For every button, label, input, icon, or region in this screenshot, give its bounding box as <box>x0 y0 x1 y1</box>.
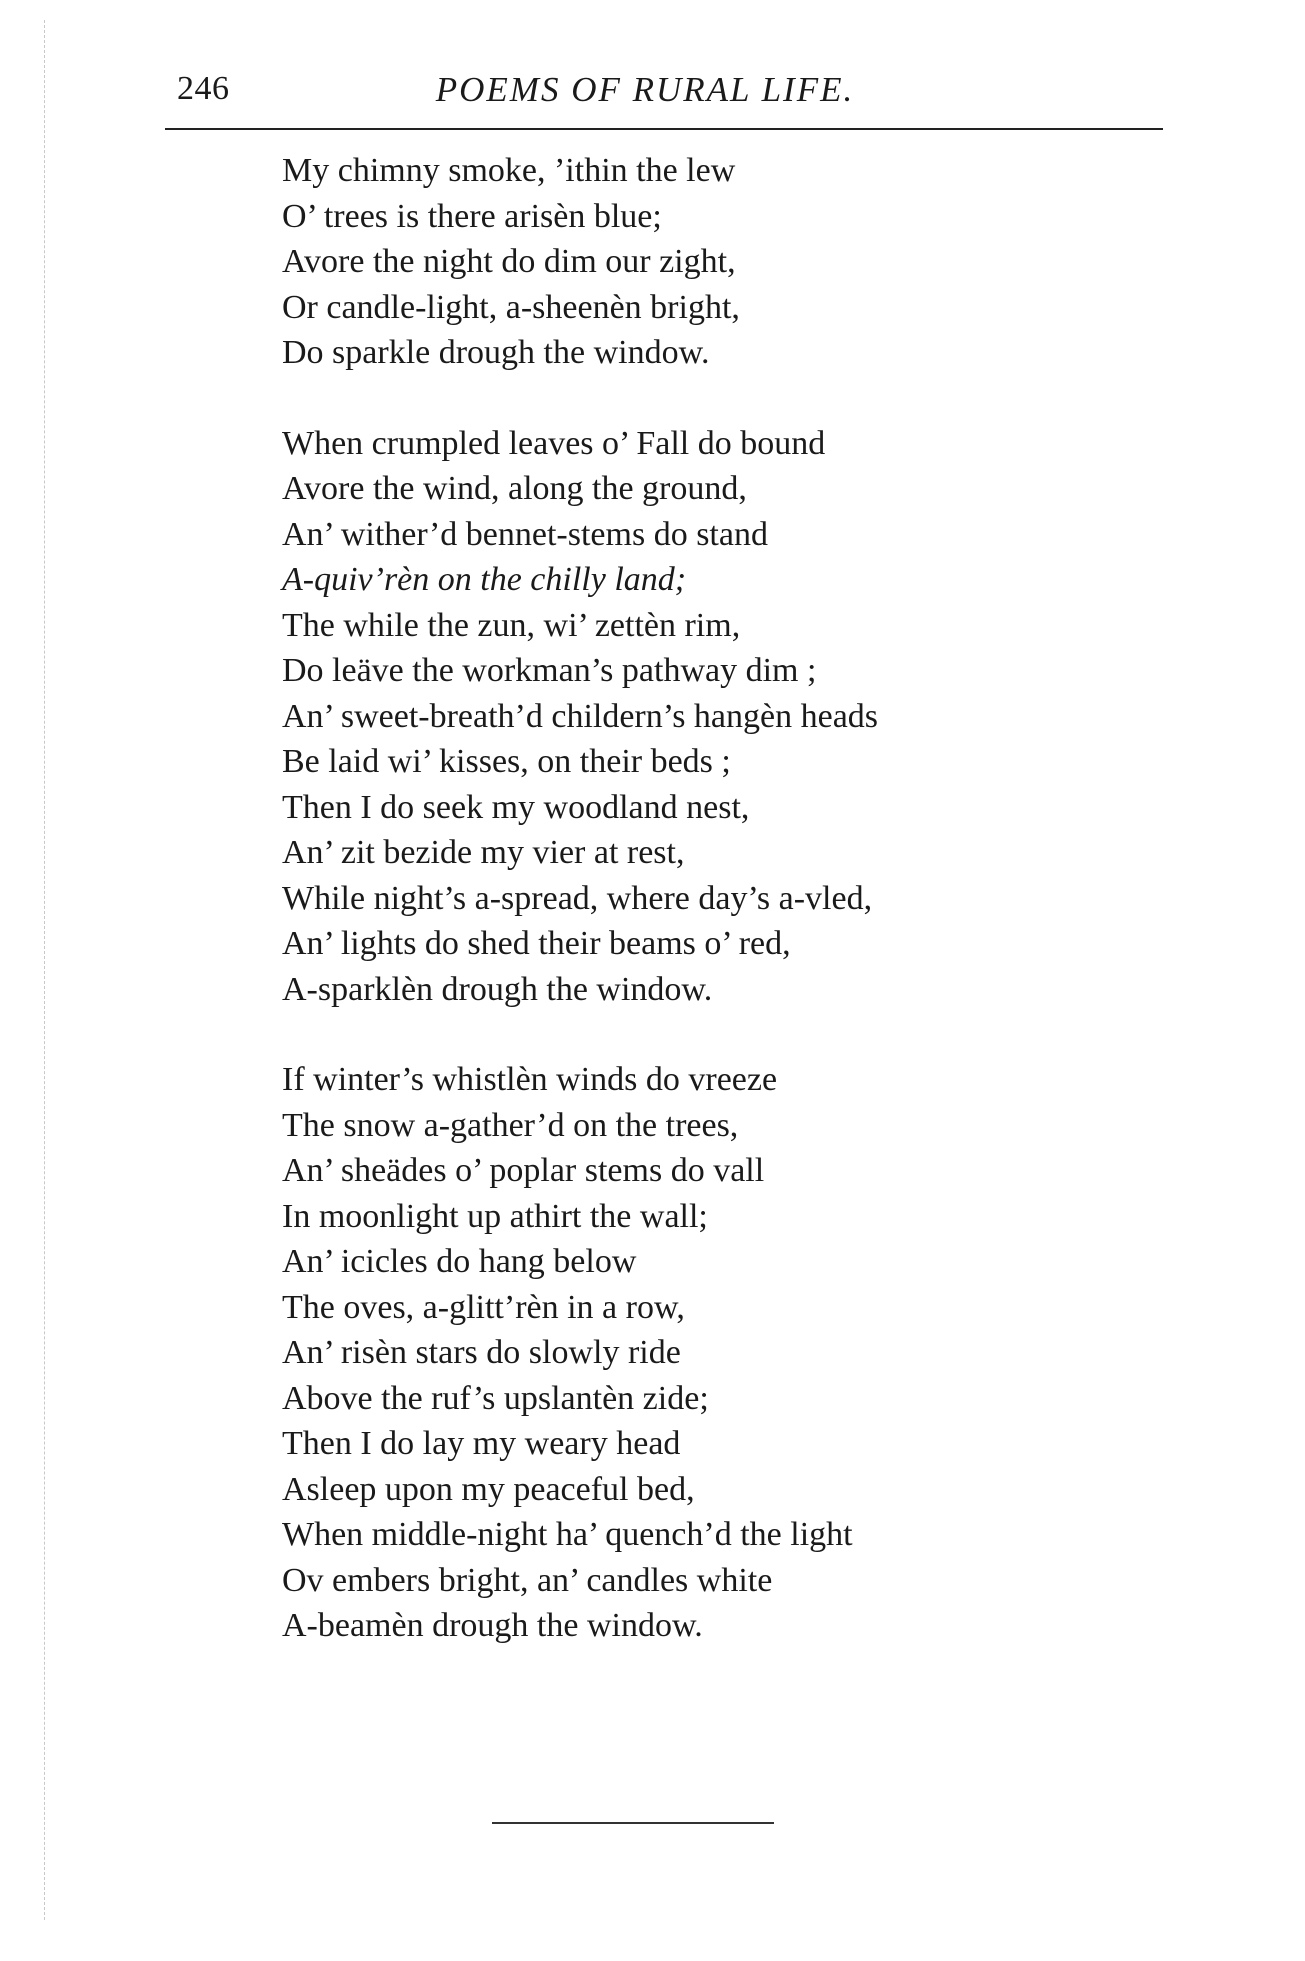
stanza-1 <box>282 148 1162 376</box>
poem-line: Ov embers bright, an’ candles white <box>282 1561 773 1599</box>
poem-line: Avore the wind, along the ground, <box>282 470 747 507</box>
poem-line: An’ lights do shed their beams o’ red, <box>282 925 791 962</box>
poem-line: Do sparkle drough the window. <box>282 334 710 371</box>
poem-line: Do leäve the workman’s pathway dim ; <box>282 652 817 689</box>
stanza-3 <box>282 1057 1162 1649</box>
poem-line: An’ zit bezide my vier at rest, <box>282 834 685 871</box>
poem-line: If winter’s whistlèn winds do vreeze <box>282 1061 778 1098</box>
poem-line: An’ sweet-breath’d childern’s hangèn heads <box>282 697 879 735</box>
poem-line: When middle-night ha’ quench’d the light <box>282 1516 853 1553</box>
page-edge-trim <box>44 20 45 1920</box>
header-rule <box>165 128 1163 130</box>
poem-line: O’ trees is there arisèn blue; <box>282 197 662 235</box>
poem-line: Or candle-light, a-sheenèn bright, <box>282 288 740 326</box>
poem-line: Be laid wi’ kisses, on their beds ; <box>282 743 731 780</box>
running-title: POEMS OF RURAL LIFE. <box>435 70 855 109</box>
poem-line: An’ sheädes o’ poplar stems do vall <box>282 1152 765 1189</box>
poem-end-rule <box>492 1822 774 1824</box>
poem-line: A-sparklèn drough the window. <box>282 970 713 1008</box>
poem-line: A-beamèn drough the window. <box>282 1607 703 1644</box>
poem-line: Then I do lay my weary head <box>282 1425 681 1462</box>
poem-line: The while the zun, wi’ zettèn rim, <box>282 606 741 644</box>
poem-line: Above the ruf’s upslantèn zide; <box>282 1379 709 1417</box>
poem-line: An’ risèn stars do slowly ride <box>282 1334 681 1371</box>
poem-line: My chimny smoke, ’ithin the lew <box>282 152 736 189</box>
stanza-2 <box>282 421 1162 1013</box>
poem-line: An’ icicles do hang below <box>282 1243 637 1280</box>
poem-line: While night’s a-spread, where day’s a-vled, <box>282 879 873 917</box>
poem-line: When crumpled leaves o’ Fall do bound <box>282 424 826 462</box>
poem-line: Asleep upon my peaceful bed, <box>282 1470 695 1508</box>
poem-line: A-quiv’rèn on the chilly land; <box>282 561 687 598</box>
page-number: 246 <box>177 70 230 107</box>
poem-line: Avore the night do dim our zight, <box>282 243 736 280</box>
poem-line: The snow a-gather’d on the trees, <box>282 1106 739 1144</box>
page-header <box>165 60 1165 120</box>
poem-text <box>282 148 1162 1694</box>
poem-line: An’ wither’d bennet-stems do stand <box>282 515 768 553</box>
poem-line: The oves, a-glitt’rèn in a row, <box>282 1288 685 1326</box>
poem-line: Then I do seek my woodland nest, <box>282 788 750 826</box>
poem-line: In moonlight up athirt the wall; <box>282 1197 708 1235</box>
